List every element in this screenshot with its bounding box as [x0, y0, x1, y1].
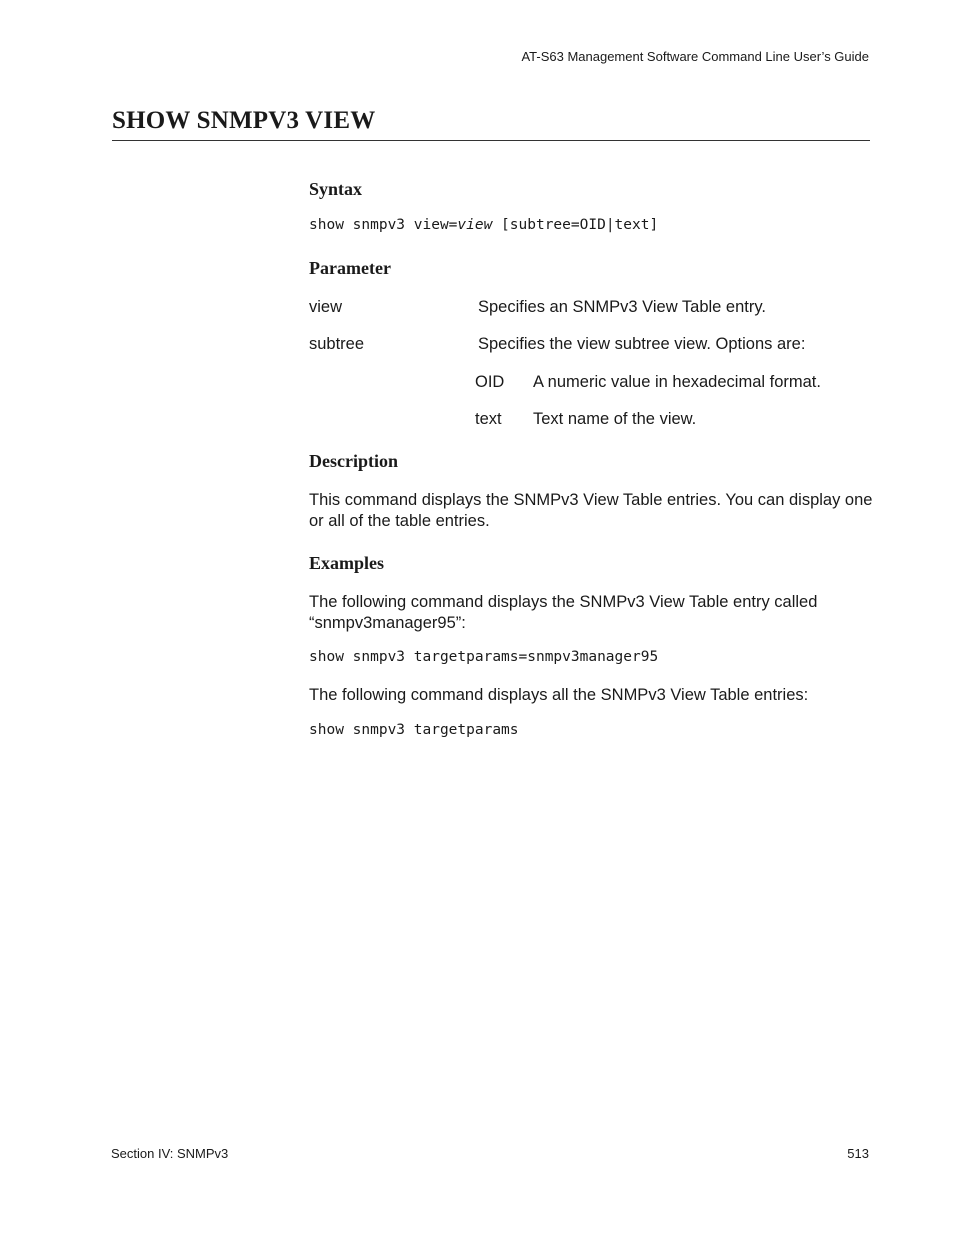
param-name: subtree: [309, 335, 365, 353]
param-name: view: [309, 298, 343, 316]
syntax-command-suffix: [subtree=OID|text]: [492, 217, 659, 233]
param-description: Specifies an SNMPv3 View Table entry.: [478, 298, 766, 316]
example-intro: The following command displays all the SNMPv3 View Table entries:: [309, 686, 809, 704]
examples-heading: Examples: [309, 553, 385, 573]
option-description: A numeric value in hexadecimal format.: [533, 373, 821, 391]
description-heading: Description: [309, 451, 398, 471]
syntax-command: [309, 217, 658, 233]
syntax-command-variable: view: [457, 217, 493, 233]
option-name: OID: [475, 373, 505, 391]
page-title: SHOW SNMPV3 VIEW: [112, 107, 376, 134]
syntax-heading: Syntax: [309, 179, 363, 199]
example-command: show snmpv3 targetparams=snmpv3manager95: [309, 649, 659, 665]
example-command: show snmpv3 targetparams: [309, 722, 519, 738]
param-description: Specifies the view subtree view. Options are:: [478, 335, 806, 353]
page-number: 513: [847, 1146, 869, 1161]
example-intro: The following command displays the SNMPv3 View Table entry called “snmpv3manager95”:: [309, 593, 818, 632]
option-description: Text name of the view.: [533, 410, 697, 428]
syntax-command-prefix: show snmpv3 view=: [309, 217, 458, 233]
option-name: text: [475, 410, 502, 428]
running-header: AT-S63 Management Software Command Line User’s Guide: [521, 49, 869, 64]
description-text: This command displays the SNMPv3 View Table entries. You can display one or all of the table entries.: [309, 491, 873, 530]
footer-section: Section IV: SNMPv3: [111, 1146, 229, 1161]
title-rule: [112, 140, 870, 141]
parameter-heading: Parameter: [309, 258, 391, 278]
